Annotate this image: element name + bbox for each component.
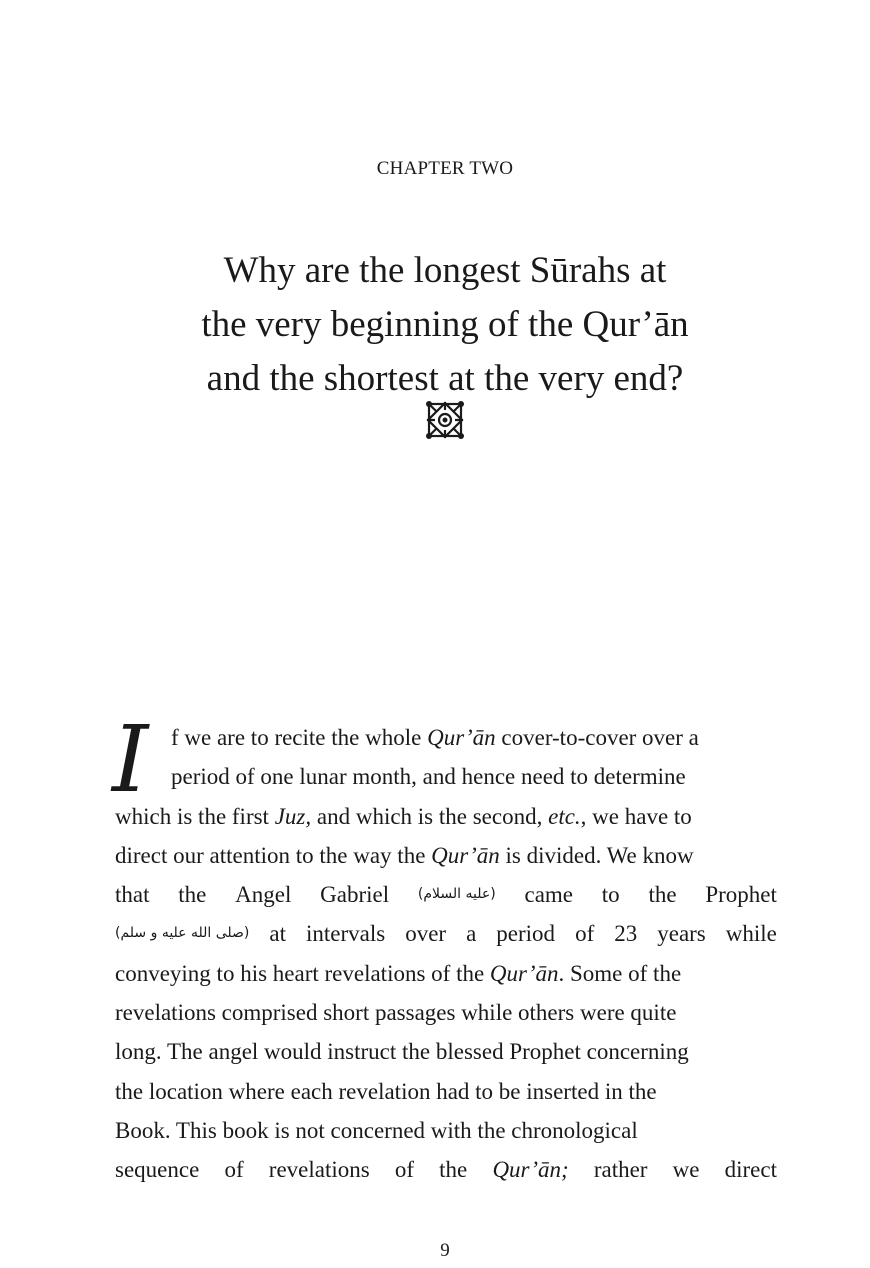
text-line: sequence of revelations of the Qur’ān; rather we direct bbox=[115, 1157, 777, 1183]
text-line: f we are to recite the whole Qur’ān cover-to-cover over a bbox=[171, 725, 699, 750]
text-line: direct our attention to the way the Qur’ān is divided. We know bbox=[115, 842, 694, 868]
page-number: 9 bbox=[440, 1240, 450, 1261]
arabic-honorific: (صلى الله عليه و سلم) bbox=[115, 925, 250, 942]
text-line: period of one lunar month, and hence need to determine bbox=[171, 764, 686, 790]
text-line: conveying to his heart revelations of the Qur’ān. Some of the bbox=[115, 960, 682, 986]
text-line: Book. This book is not concerned with the chronological bbox=[115, 1117, 638, 1143]
chapter-title-line: and the shortest at the very end? bbox=[206, 358, 684, 399]
chapter-label: CHAPTER TWO bbox=[376, 158, 514, 179]
text-line: the location where each revelation had to be inserted in the bbox=[115, 1078, 657, 1104]
chapter-title-line: the very beginning of the Qur’ān bbox=[201, 304, 689, 345]
geometric-rosette-icon bbox=[425, 400, 465, 440]
arabic-honorific: (عليه السلام) bbox=[417, 886, 496, 903]
text-line: which is the first Juz, and which is the second, etc., we have to bbox=[115, 803, 692, 829]
text-line: (صلى الله عليه و سلم) at intervals over a period of 23 years while bbox=[115, 914, 777, 953]
text-line: that the Angel Gabriel (عليه السلام) came to the Prophet bbox=[115, 875, 777, 914]
chapter-title-line: Why are the longest Sūrahs at bbox=[223, 250, 667, 291]
text-line: long. The angel would instruct the blessed Prophet concerning bbox=[115, 1039, 689, 1065]
drop-cap: I bbox=[112, 706, 149, 813]
text-line: revelations comprised short passages while others were quite bbox=[115, 1000, 677, 1026]
chapter-title bbox=[0, 244, 870, 406]
body-paragraph bbox=[115, 718, 777, 1190]
